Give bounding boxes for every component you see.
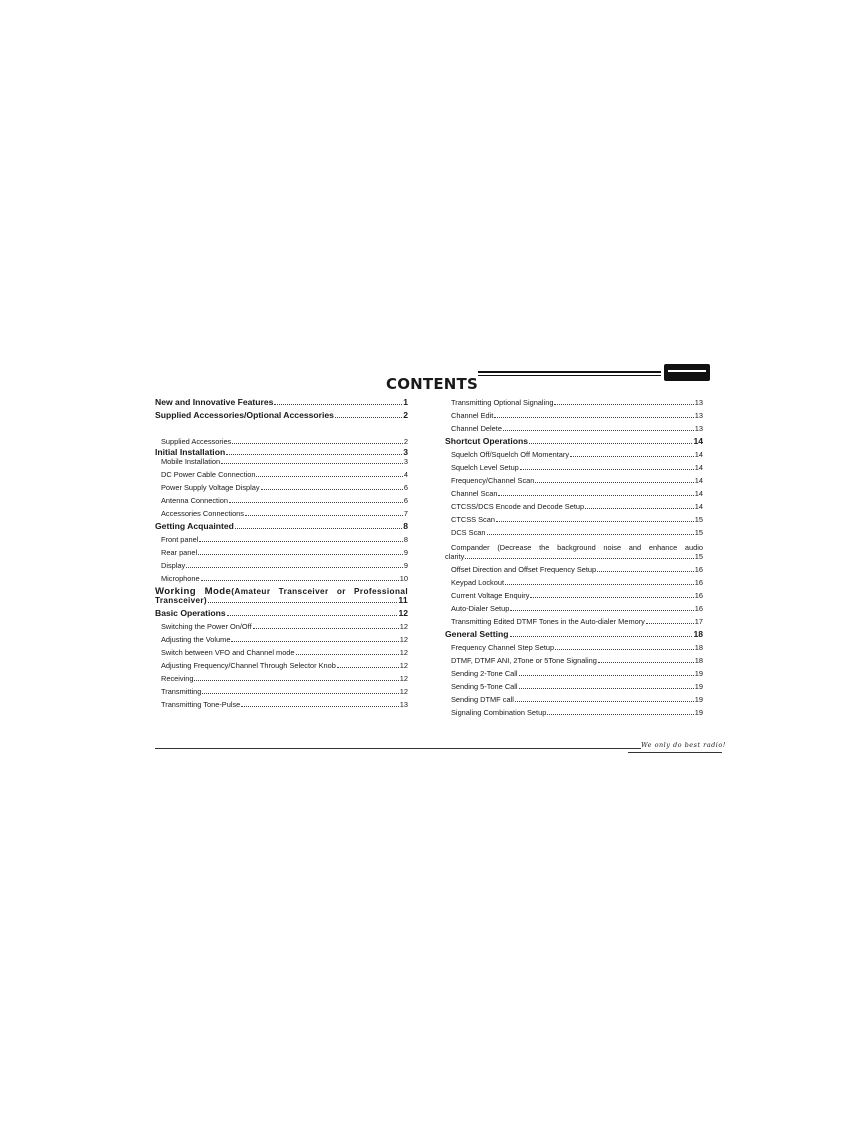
- toc-entry-page: 16: [694, 578, 703, 587]
- section-tab-line: [668, 370, 706, 372]
- toc-leader-dots: [529, 437, 692, 444]
- toc-entry-label: Front panel: [161, 535, 199, 544]
- toc-leader-dots: [519, 669, 694, 676]
- toc-entry-page: 8: [403, 535, 408, 544]
- toc-entry[interactable]: [445, 656, 703, 665]
- toc-entry-page: 9: [403, 548, 408, 557]
- toc-entry[interactable]: [155, 483, 408, 492]
- toc-entry-label: Supplied Accessories/Optional Accessories: [155, 410, 334, 420]
- toc-entry-label: Transmitting: [161, 687, 202, 696]
- toc-entry-page: 3: [403, 447, 408, 457]
- toc-leader-dots: [505, 578, 694, 585]
- toc-right-column: [445, 394, 703, 717]
- toc-entry-label: Getting Acquainted: [155, 521, 234, 531]
- toc-entry-page: 16: [694, 591, 703, 600]
- toc-entry-label: Supplied Accessories: [161, 437, 232, 446]
- toc-entry[interactable]: [445, 489, 703, 498]
- toc-entry-page: 3: [403, 457, 408, 466]
- toc-entry-compander[interactable]: [445, 543, 703, 561]
- toc-entry[interactable]: [155, 522, 408, 531]
- toc-entry[interactable]: [155, 687, 408, 696]
- toc-entry-label: Channel Delete: [451, 424, 502, 433]
- toc-entry[interactable]: [155, 457, 408, 466]
- toc-entry-page: 14: [694, 463, 703, 472]
- toc-entry[interactable]: [155, 609, 408, 618]
- toc-entry-label: Auto-Dialer Setup: [451, 604, 510, 613]
- toc-entry-page: 1: [403, 397, 408, 407]
- toc-entry[interactable]: [155, 700, 408, 709]
- toc-entry[interactable]: [445, 617, 703, 626]
- toc-entry-page: 15: [694, 515, 703, 524]
- toc-leader-dots: [208, 596, 397, 603]
- toc-entry-page: 11: [398, 595, 408, 605]
- toc-entry-label: Shortcut Operations: [445, 436, 529, 446]
- footer-rule: [155, 748, 641, 749]
- toc-leader-dots: [227, 609, 398, 616]
- toc-entry-label: Antenna Connection: [161, 496, 228, 505]
- toc-entry-page: 18: [694, 643, 703, 652]
- toc-entry[interactable]: [155, 496, 408, 505]
- toc-entry-label: Sending DTMF call: [451, 695, 514, 704]
- toc-entry[interactable]: [155, 674, 408, 683]
- toc-entry-label: Channel Scan: [451, 489, 498, 498]
- toc-entry-page: 12: [399, 687, 408, 696]
- toc-entry-page: 19: [694, 708, 703, 717]
- toc-leader-dots: [585, 502, 694, 509]
- toc-entry[interactable]: [445, 630, 703, 639]
- toc-entry[interactable]: [155, 622, 408, 631]
- footer-slogan: We only do best radio!: [641, 741, 726, 749]
- toc-leader-dots: [274, 398, 402, 405]
- toc-entry-page: 7: [403, 509, 408, 518]
- toc-entry-page: 18: [693, 629, 703, 639]
- toc-left-column: [155, 394, 408, 709]
- toc-entry-page: 16: [694, 565, 703, 574]
- toc-leader-dots: [253, 622, 399, 629]
- toc-entry[interactable]: [445, 565, 703, 574]
- toc-entry[interactable]: [445, 708, 703, 717]
- toc-entry-page: 15: [694, 528, 703, 537]
- toc-entry-label: Transmitting Edited DTMF Tones in the Auto-dialer Memory: [451, 617, 645, 626]
- toc-leader-dots: [520, 463, 694, 470]
- toc-leader-dots: [235, 522, 402, 529]
- toc-entry[interactable]: [445, 515, 703, 524]
- toc-entry[interactable]: [155, 535, 408, 544]
- toc-entry-page: 8: [403, 521, 408, 531]
- toc-entry[interactable]: [155, 448, 408, 457]
- toc-entry-page: 12: [399, 635, 408, 644]
- toc-entry[interactable]: [445, 604, 703, 613]
- toc-entry-label-cont: Transceiver): [155, 596, 207, 605]
- toc-leader-dots: [229, 496, 403, 503]
- toc-entry-page: 9: [403, 561, 408, 570]
- toc-leader-dots: [261, 483, 403, 490]
- toc-leader-dots: [530, 591, 693, 598]
- toc-entry[interactable]: [445, 578, 703, 587]
- toc-entry-page: 10: [399, 574, 408, 583]
- toc-entry-page: 14: [694, 489, 703, 498]
- toc-leader-dots: [465, 552, 693, 559]
- toc-entry[interactable]: [445, 591, 703, 600]
- toc-leader-dots: [535, 476, 693, 483]
- toc-entry-label: Signaling Combination Setup: [451, 708, 547, 717]
- toc-entry[interactable]: [155, 648, 408, 657]
- toc-entry-label: DTMF, DTMF ANI, 2Tone or 5Tone Signaling: [451, 656, 597, 665]
- header-rule-thin: [478, 375, 661, 376]
- toc-leader-dots: [221, 457, 403, 464]
- toc-entry-label: Display: [161, 561, 186, 570]
- toc-entry[interactable]: [445, 450, 703, 459]
- toc-leader-dots: [186, 561, 403, 568]
- toc-entry-page: 2: [403, 410, 408, 420]
- toc-leader-dots: [296, 648, 399, 655]
- toc-leader-dots: [494, 411, 693, 418]
- toc-entry[interactable]: [155, 574, 408, 583]
- toc-entry-label: Sending 2-Tone Call: [451, 669, 518, 678]
- toc-entry-page: 14: [694, 502, 703, 511]
- toc-entry-label: DC Power Cable Connection: [161, 470, 256, 479]
- toc-leader-dots: [510, 630, 693, 637]
- toc-entry-page: 12: [399, 674, 408, 683]
- toc-entry-label: Squelch Off/Squelch Off Momentary: [451, 450, 570, 459]
- toc-entry[interactable]: [445, 411, 703, 420]
- toc-entry-page: 6: [403, 483, 408, 492]
- toc-entry[interactable]: [155, 398, 408, 407]
- toc-entry-label: Compander (Decrease the background noise and enhance audio: [451, 543, 703, 552]
- toc-entry-label: Frequency Channel Step Setup: [451, 643, 555, 652]
- toc-entry-page: 19: [694, 669, 703, 678]
- toc-entry-label-cont: clarity: [445, 552, 465, 561]
- toc-entry-label: Power Supply Voltage Display: [161, 483, 260, 492]
- toc-entry[interactable]: [155, 661, 408, 670]
- toc-entry-label: Squelch Level Setup: [451, 463, 519, 472]
- toc-entry-page: 13: [694, 424, 703, 433]
- toc-entry-page: 19: [694, 695, 703, 704]
- toc-entry-label: Mobile Installation: [161, 457, 221, 466]
- toc-entry[interactable]: [445, 682, 703, 691]
- toc-leader-dots: [554, 398, 693, 405]
- toc-leader-dots: [241, 700, 398, 707]
- toc-entry-page: 17: [694, 617, 703, 626]
- toc-entry[interactable]: [445, 398, 703, 407]
- toc-entry[interactable]: [445, 695, 703, 704]
- toc-entry-label: Transmitting Tone-Pulse: [161, 700, 241, 709]
- toc-leader-dots: [245, 509, 403, 516]
- page-title: CONTENTS: [386, 375, 478, 393]
- toc-entry-page: 18: [694, 656, 703, 665]
- toc-leader-dots: [496, 515, 694, 522]
- toc-entry-page: 14: [694, 476, 703, 485]
- section-tab: [664, 364, 710, 381]
- toc-leader-dots: [547, 708, 693, 715]
- toc-entry-label: General Setting: [445, 629, 509, 639]
- toc-entry-label-sub: (Amateur Transceiver or Professional: [231, 587, 408, 596]
- toc-leader-dots: [232, 437, 403, 444]
- toc-entry[interactable]: [155, 548, 408, 557]
- toc-entry[interactable]: [445, 502, 703, 511]
- toc-leader-dots: [201, 574, 399, 581]
- toc-entry-label: Frequency/Channel Scan: [451, 476, 535, 485]
- toc-entry[interactable]: [155, 437, 408, 446]
- toc-entry-label: Accessories Connections: [161, 509, 244, 518]
- toc-entry-label: Channel Edit: [451, 411, 494, 420]
- toc-leader-dots: [598, 656, 694, 663]
- toc-leader-dots: [570, 450, 694, 457]
- toc-leader-dots: [519, 682, 694, 689]
- toc-entry[interactable]: [445, 476, 703, 485]
- toc-entry-page: 12: [399, 622, 408, 631]
- toc-entry-label: CTCSS Scan: [451, 515, 495, 524]
- toc-entry-page: 14: [694, 450, 703, 459]
- toc-entry[interactable]: [445, 437, 703, 446]
- toc-entry-page: 13: [694, 398, 703, 407]
- toc-entry-page: 15: [694, 552, 703, 561]
- toc-leader-dots: [555, 643, 694, 650]
- toc-entry-label: CTCSS/DCS Encode and Decode Setup: [451, 502, 585, 511]
- toc-leader-dots: [487, 528, 694, 535]
- toc-entry-label: Initial Installation: [155, 447, 226, 457]
- toc-leader-dots: [503, 424, 694, 431]
- toc-entry-label: Transmitting Optional Signaling: [451, 398, 554, 407]
- toc-leader-dots: [337, 661, 399, 668]
- toc-entry-label: DCS Scan: [451, 528, 486, 537]
- toc-entry-page: 16: [694, 604, 703, 613]
- toc-entry-label: Sending 5-Tone Call: [451, 682, 518, 691]
- toc-leader-dots: [231, 635, 398, 642]
- toc-entry[interactable]: [155, 509, 408, 518]
- toc-entry-page: 12: [399, 648, 408, 657]
- toc-entry[interactable]: [445, 643, 703, 652]
- toc-entry[interactable]: [445, 669, 703, 678]
- toc-entry[interactable]: [155, 635, 408, 644]
- toc-leader-dots: [510, 604, 693, 611]
- toc-leader-dots: [226, 448, 402, 455]
- toc-leader-dots: [646, 617, 694, 624]
- toc-entry-page: 13: [399, 700, 408, 709]
- toc-entry-label: Current Voltage Enquiry: [451, 591, 530, 600]
- toc-leader-dots: [199, 535, 402, 542]
- toc-entry-label: Adjusting Frequency/Channel Through Selector Knob: [161, 661, 336, 670]
- toc-entry[interactable]: [155, 411, 408, 420]
- toc-entry-label: Basic Operations: [155, 608, 226, 618]
- toc-entry-label: Offset Direction and Offset Frequency Setup: [451, 565, 597, 574]
- toc-entry-label: Switch between VFO and Channel mode: [161, 648, 295, 657]
- footer-rule-short: [628, 752, 722, 753]
- toc-entry-label: Working Mode: [155, 586, 232, 597]
- toc-entry-page: 4: [403, 470, 408, 479]
- toc-entry-label: Adjusting the Volume: [161, 635, 231, 644]
- toc-entry-page: 2: [403, 437, 408, 446]
- toc-leader-dots: [198, 548, 403, 555]
- toc-entry-label: Keypad Lockout: [451, 578, 505, 587]
- toc-leader-dots: [498, 489, 693, 496]
- toc-entry-working-mode[interactable]: [155, 587, 408, 605]
- toc-entry[interactable]: [445, 424, 703, 433]
- toc-entry-page: 12: [399, 661, 408, 670]
- toc-entry-label: New and Innovative Features: [155, 397, 274, 407]
- toc-leader-dots: [202, 687, 398, 694]
- toc-leader-dots: [335, 411, 402, 418]
- toc-leader-dots: [515, 695, 694, 702]
- toc-entry-label: Rear panel: [161, 548, 198, 557]
- toc-entry-label: Switching the Power On/Off: [161, 622, 252, 631]
- toc-entry-page: 12: [398, 608, 408, 618]
- toc-entry[interactable]: [445, 528, 703, 537]
- toc-entry-label: Receiving: [161, 674, 194, 683]
- toc-leader-dots: [597, 565, 694, 572]
- toc-entry-page: 14: [693, 436, 703, 446]
- toc-entry-page: 13: [694, 411, 703, 420]
- toc-entry-page: 6: [403, 496, 408, 505]
- toc-leader-dots: [194, 674, 398, 681]
- toc-entry[interactable]: [155, 470, 408, 479]
- toc-entry-label: Microphone: [161, 574, 200, 583]
- toc-entry[interactable]: [155, 561, 408, 570]
- toc-entry-page: 19: [694, 682, 703, 691]
- toc-entry[interactable]: [445, 463, 703, 472]
- header-rule-thick: [478, 371, 661, 373]
- toc-leader-dots: [256, 470, 402, 477]
